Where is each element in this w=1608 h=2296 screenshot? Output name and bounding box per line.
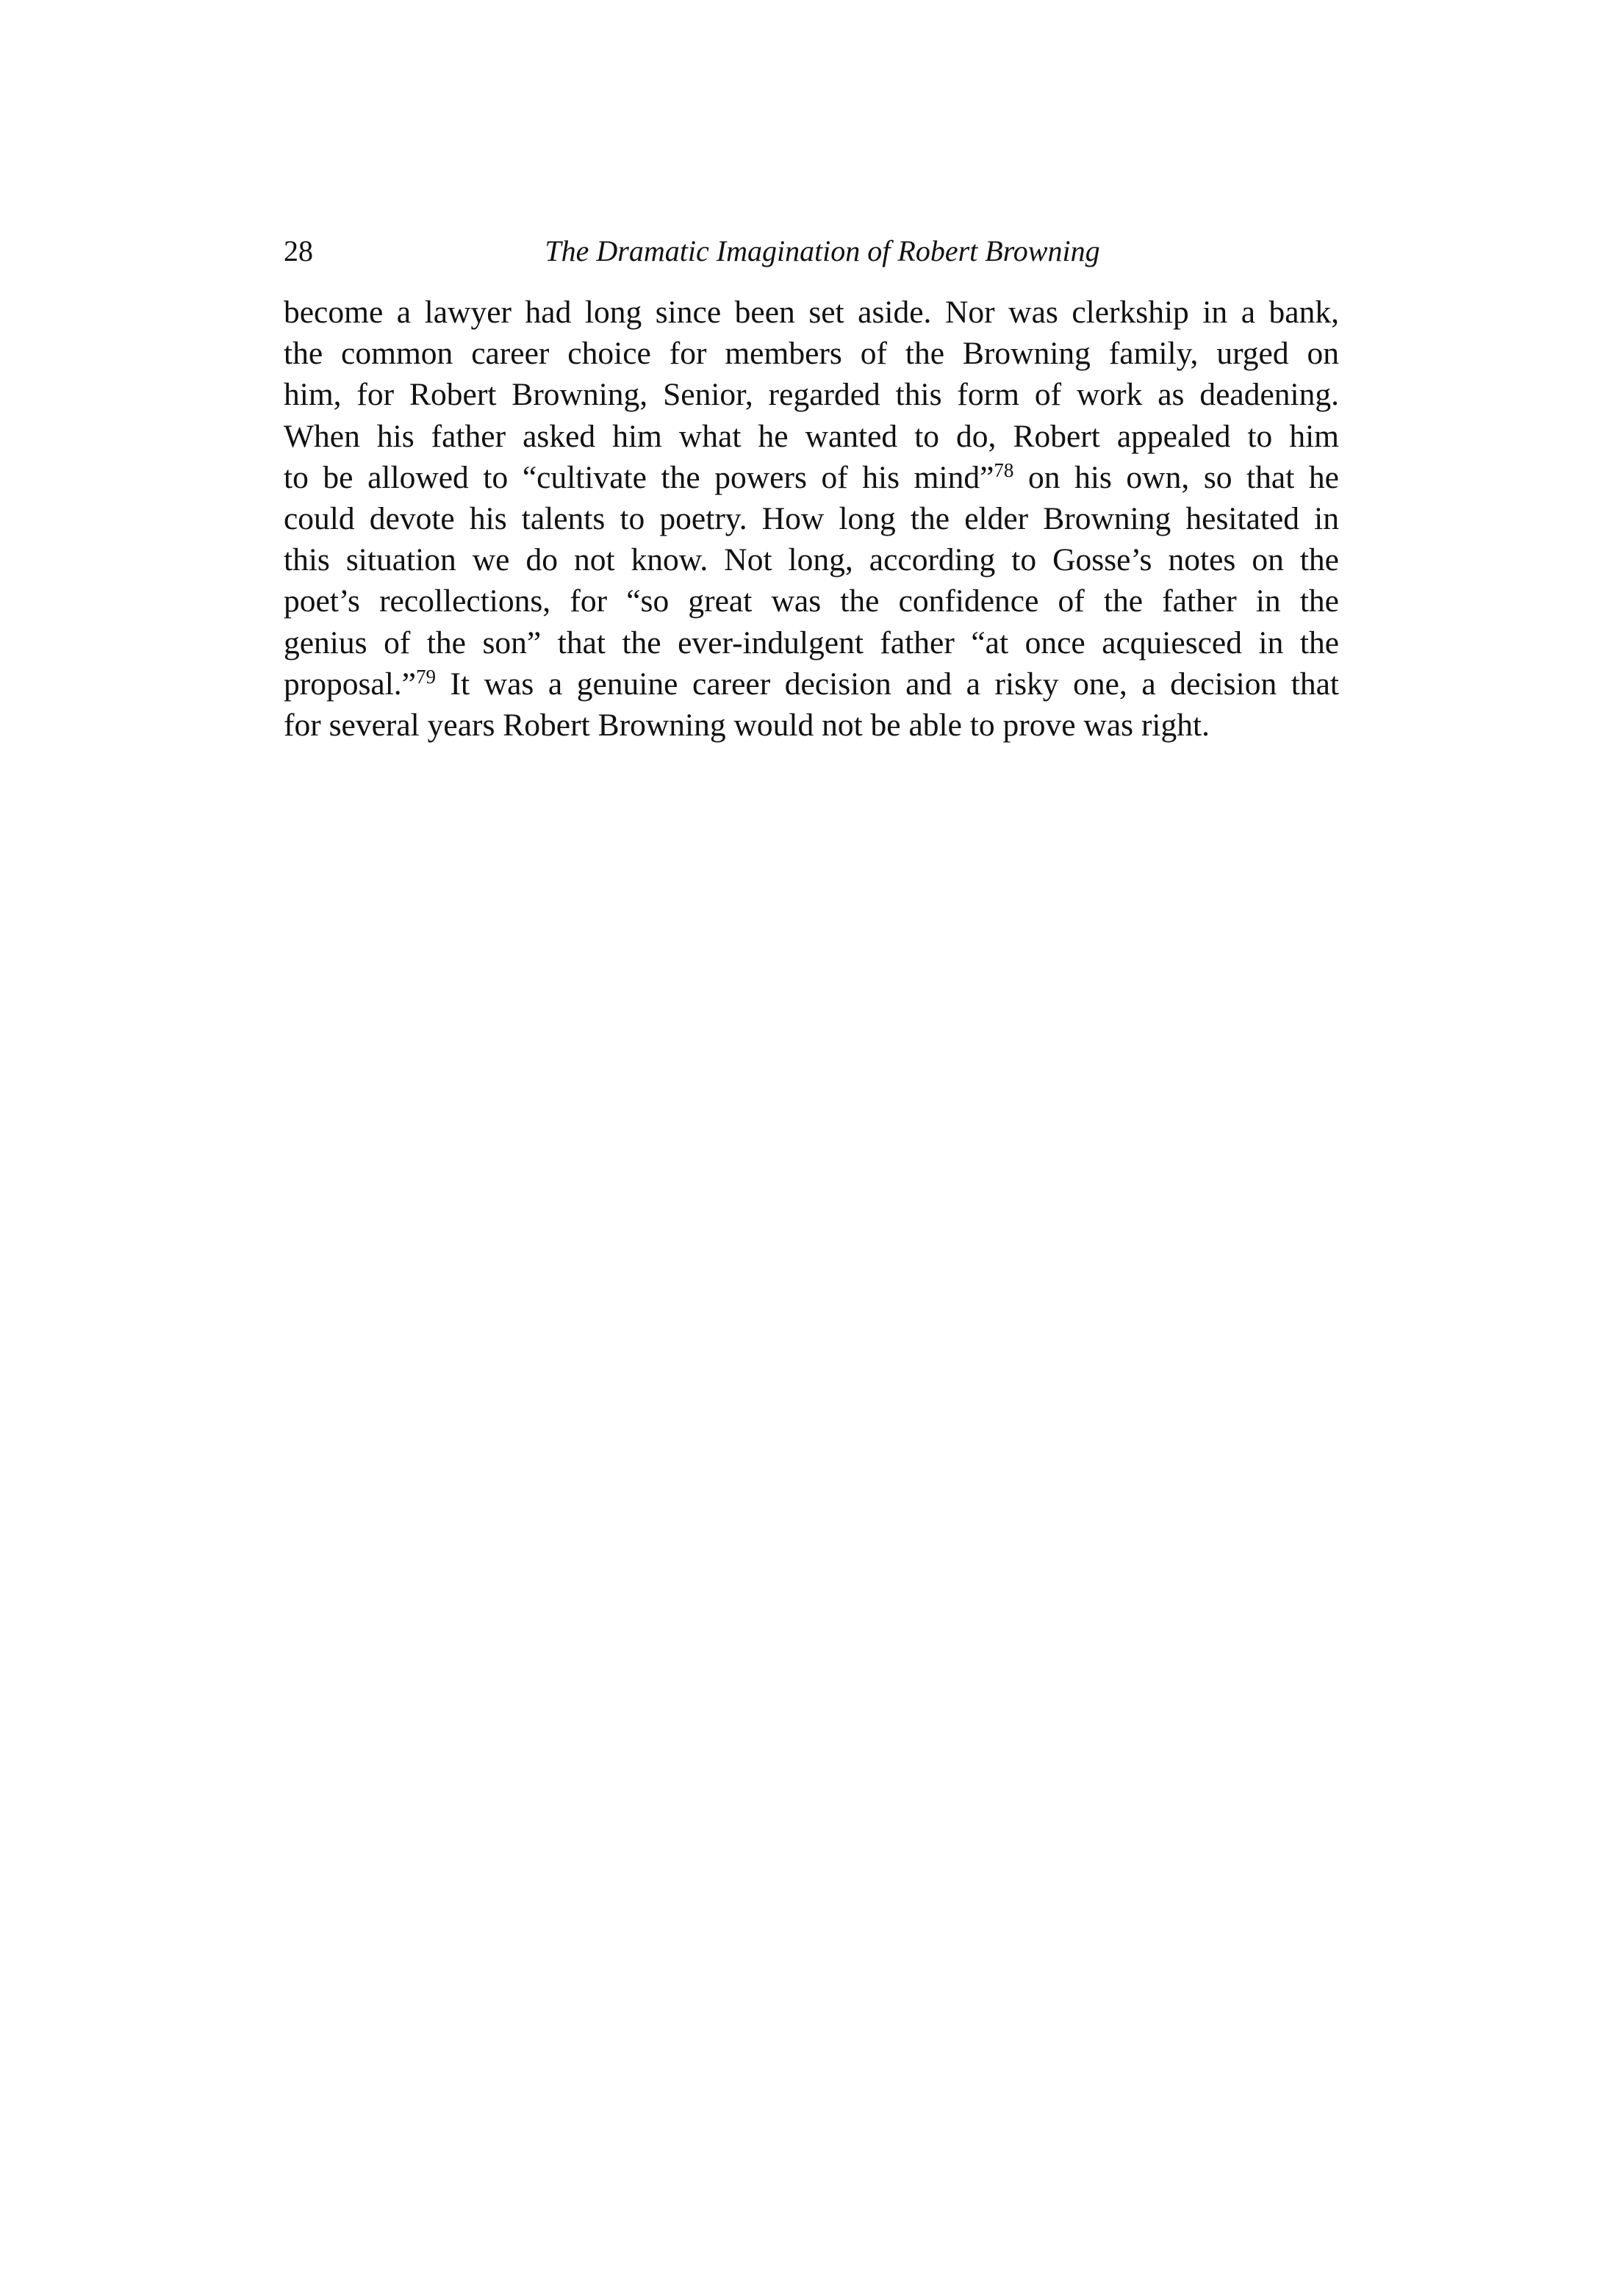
running-head-title: The Dramatic Imagination of Robert Browning: [545, 234, 1100, 267]
text-line: could devote his talents to poetry. How long the elder Browning hesitated in: [284, 501, 1339, 537]
text-line: [284, 663, 1339, 705]
running-head: [284, 229, 1339, 273]
text-line: the common career choice for members of the Browning family, urged on: [284, 336, 1339, 372]
text-line: him, for Robert Browning, Senior, regarded this form of work as deadening.: [284, 377, 1339, 413]
text-line: this situation we do not know. Not long, according to Gosse’s notes on the: [284, 542, 1339, 578]
text-line: become a lawyer had long since been set aside. Nor was clerkship in a bank,: [284, 295, 1339, 330]
footnote-marker-79: 79: [416, 666, 436, 688]
text-segment: proposal.”: [284, 666, 416, 702]
text-segment: on his own, so that he: [1013, 459, 1339, 495]
text-segment: to be allowed to “cultivate the powers of his mind”: [284, 459, 994, 495]
text-line: poet’s recollections, for “so great was the confidence of the father in the: [284, 583, 1339, 619]
page-number: 28: [284, 234, 313, 267]
footnote-marker-78: 78: [994, 458, 1014, 481]
text-line: genius of the son” that the ever-indulgent father “at once acquiesced in the: [284, 625, 1339, 661]
text-line: When his father asked him what he wanted to do, Robert appealed to him: [284, 418, 1339, 454]
text-segment: It was a genuine career decision and a risky one, a decision that: [435, 666, 1339, 702]
body-paragraph: [284, 292, 1339, 746]
text-line: for several years Robert Browning would not be able to prove was right.: [284, 708, 1210, 744]
text-line: [284, 457, 1339, 498]
